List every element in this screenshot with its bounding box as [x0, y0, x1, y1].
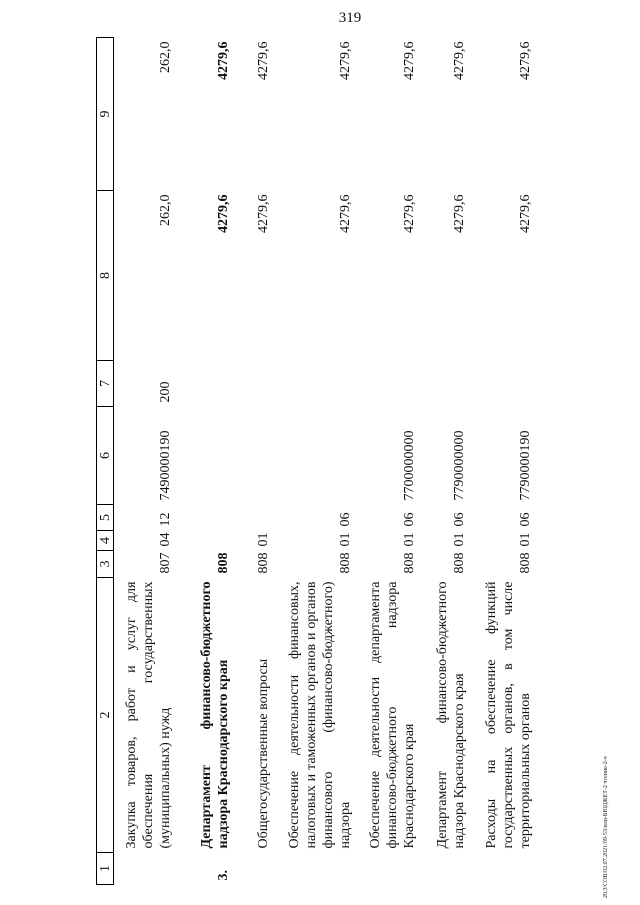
cell-target-article: [234, 407, 274, 505]
cell-ministry: 808: [401, 552, 417, 574]
cell-expense-type: [176, 361, 234, 407]
cell-subsection: [234, 505, 274, 531]
cell-amount-9: 4279,6: [517, 41, 533, 80]
cell-amount-9: 4279,6: [401, 41, 417, 80]
cell-subsection: 06: [337, 512, 353, 527]
cell-target-article: 7700000000: [401, 430, 417, 501]
cell-amount-9: 4279,6: [451, 41, 467, 80]
cell-amount-8: 4279,6: [337, 194, 353, 233]
table-row: [234, 38, 274, 885]
cell-target-article: 7790000000: [451, 430, 467, 501]
side-note: 20.3/СОВ/02.07.2021/09-53/или-БЮДЖЕТ-2 чтение-2-ч: [603, 756, 609, 898]
cell-expense-type: [274, 361, 356, 407]
cell-amount-8: 4279,6: [451, 194, 467, 233]
cell-subsection: 06: [451, 512, 467, 527]
col-header: 2: [97, 578, 114, 853]
cell-section: 01: [255, 532, 271, 547]
row-name: Закупка товаров, работ и услуг для обеспечения государственных (муниципальных) нужд: [123, 581, 173, 849]
cell-expense-type: [356, 361, 420, 407]
cell-target-article: 7790000190: [517, 430, 533, 501]
col-header: 1: [97, 853, 114, 885]
cell-amount-9: 4279,6: [215, 41, 231, 80]
header-row: [97, 38, 114, 885]
cell-amount-9: 4279,6: [337, 41, 353, 80]
col-header: 8: [97, 191, 114, 361]
cell-target-article: [274, 407, 356, 505]
row-index: [234, 853, 274, 885]
col-header: 6: [97, 407, 114, 505]
row-name: Обеспечение деятельности финансовых, налоговых и таможенных органов и органов финансового (финансово-бюджетного) надзора: [286, 581, 353, 849]
row-index: 3.: [215, 870, 231, 881]
budget-table: [96, 37, 536, 885]
cell-subsection: 06: [517, 512, 533, 527]
col-header: 3: [97, 551, 114, 578]
table-row: [470, 38, 536, 885]
cell-section: [176, 531, 234, 551]
row-index: [420, 853, 470, 885]
cell-section: 01: [517, 532, 533, 547]
cell-amount-9: 262,0: [157, 41, 173, 73]
cell-section: 01: [451, 532, 467, 547]
budget-table-rotated: [96, 38, 582, 885]
cell-subsection: 12: [157, 512, 173, 527]
page-number: 319: [338, 10, 362, 26]
col-header: 4: [97, 531, 114, 551]
row-index: [470, 853, 536, 885]
cell-expense-type: [234, 361, 274, 407]
cell-amount-8: 262,0: [157, 194, 173, 226]
cell-amount-8: 4279,6: [401, 194, 417, 233]
table-row: [356, 38, 420, 885]
cell-subsection: 06: [401, 512, 417, 527]
table-row: [274, 38, 356, 885]
table-row: [114, 38, 176, 885]
row-name: Расходы на обеспечение функций государственных органов, в том числе территориальных органов: [483, 581, 533, 849]
cell-amount-8: 4279,6: [255, 194, 271, 233]
cell-amount-8: 4279,6: [517, 194, 533, 233]
cell-ministry: 808: [215, 552, 231, 574]
col-header: 7: [97, 361, 114, 407]
cell-target-article: 7490000190: [157, 430, 173, 501]
row-name: Обеспечение деятельности департамента финансово-бюджетного надзора Краснодарского края: [367, 581, 417, 849]
col-header: 5: [97, 505, 114, 531]
cell-ministry: 808: [337, 552, 353, 574]
cell-expense-type: [420, 361, 470, 407]
cell-expense-type: [470, 361, 536, 407]
cell-target-article: [176, 407, 234, 505]
row-index: [274, 853, 356, 885]
cell-section: 01: [337, 532, 353, 547]
row-name: Департамент финансово-бюджетного надзора Краснодарского края: [198, 581, 231, 849]
cell-subsection: [176, 505, 234, 531]
row-name: Общегосударственные вопросы: [255, 658, 271, 849]
table-row: [420, 38, 470, 885]
table-row: [176, 38, 234, 885]
cell-ministry: 808: [255, 552, 271, 574]
cell-expense-type: 200: [157, 381, 173, 403]
cell-section: 01: [401, 532, 417, 547]
cell-ministry: 807: [157, 552, 173, 574]
col-header: 9: [97, 38, 114, 191]
cell-amount-8: 4279,6: [215, 194, 231, 233]
row-index: [114, 853, 176, 885]
cell-ministry: 808: [517, 552, 533, 574]
cell-amount-9: 4279,6: [255, 41, 271, 80]
row-name: Департамент финансово-бюджетного надзора Краснодарского края: [434, 581, 467, 849]
row-index: [356, 853, 420, 885]
cell-ministry: 808: [451, 552, 467, 574]
cell-section: 04: [157, 532, 173, 547]
